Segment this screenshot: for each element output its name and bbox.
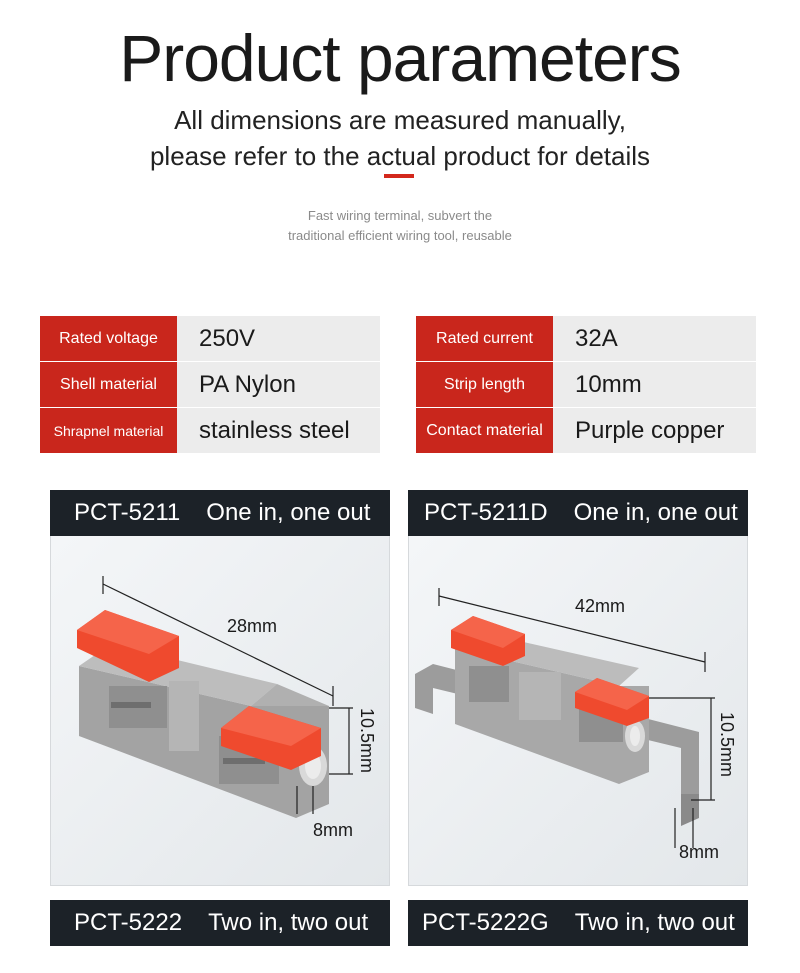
product-description: One in, one out	[573, 499, 738, 526]
param-table-right	[416, 316, 756, 454]
product-description: Two in, two out	[208, 909, 369, 936]
param-label: Shell material	[40, 362, 177, 407]
param-label: Rated voltage	[40, 316, 177, 361]
tagline-line-2: traditional efficient wiring tool, reusable	[288, 228, 512, 243]
param-label: Shrapnel material	[40, 408, 177, 453]
subtitle-line-2: please refer to the actual product for details	[149, 141, 651, 171]
param-label: Rated current	[416, 316, 553, 361]
product-model: PCT-5222	[74, 909, 183, 936]
terminal-illustration-left	[51, 536, 391, 886]
accent-divider	[384, 174, 414, 178]
param-row-shrapnel-material	[40, 408, 380, 453]
dim-height-label: 10.5mm	[717, 712, 737, 778]
param-value: 250V	[177, 316, 380, 361]
param-label: Strip length	[416, 362, 553, 407]
product-description: Two in, two out	[574, 909, 735, 936]
param-value: 10mm	[553, 362, 756, 407]
param-row-strip-length	[416, 362, 756, 407]
product-description: One in, one out	[206, 499, 371, 526]
param-row-rated-current	[416, 316, 756, 361]
dim-length-label: 28mm	[227, 616, 278, 636]
product-banner-pct-5211d	[408, 490, 748, 536]
param-table-left	[40, 316, 380, 454]
subtitle-line-1: All dimensions are measured manually,	[174, 105, 626, 135]
product-banner-pct-5211	[50, 490, 390, 536]
param-value: Purple copper	[553, 408, 756, 453]
product-photo-right	[408, 536, 748, 886]
param-row-rated-voltage	[40, 316, 380, 361]
product-model: PCT-5222G	[422, 909, 549, 936]
product-photo-left	[50, 536, 390, 886]
param-value: stainless steel	[177, 408, 380, 453]
param-row-contact-material	[416, 408, 756, 453]
dim-width-label: 8mm	[313, 820, 353, 840]
dim-width-label: 8mm	[679, 842, 719, 862]
param-row-shell-material	[40, 362, 380, 407]
page-title: Product parameters	[119, 21, 681, 95]
product-banner-pct-5222g	[408, 900, 748, 946]
product-banner-pct-5222	[50, 900, 390, 946]
param-value: PA Nylon	[177, 362, 380, 407]
product-model: PCT-5211	[74, 499, 181, 526]
product-model: PCT-5211D	[424, 499, 548, 526]
terminal-illustration-right	[409, 536, 749, 886]
tagline-line-1: Fast wiring terminal, subvert the	[307, 208, 493, 223]
param-value: 32A	[553, 316, 756, 361]
param-label: Contact material	[416, 408, 553, 453]
dim-height-label: 10.5mm	[357, 708, 377, 774]
dim-length-label: 42mm	[575, 596, 626, 616]
